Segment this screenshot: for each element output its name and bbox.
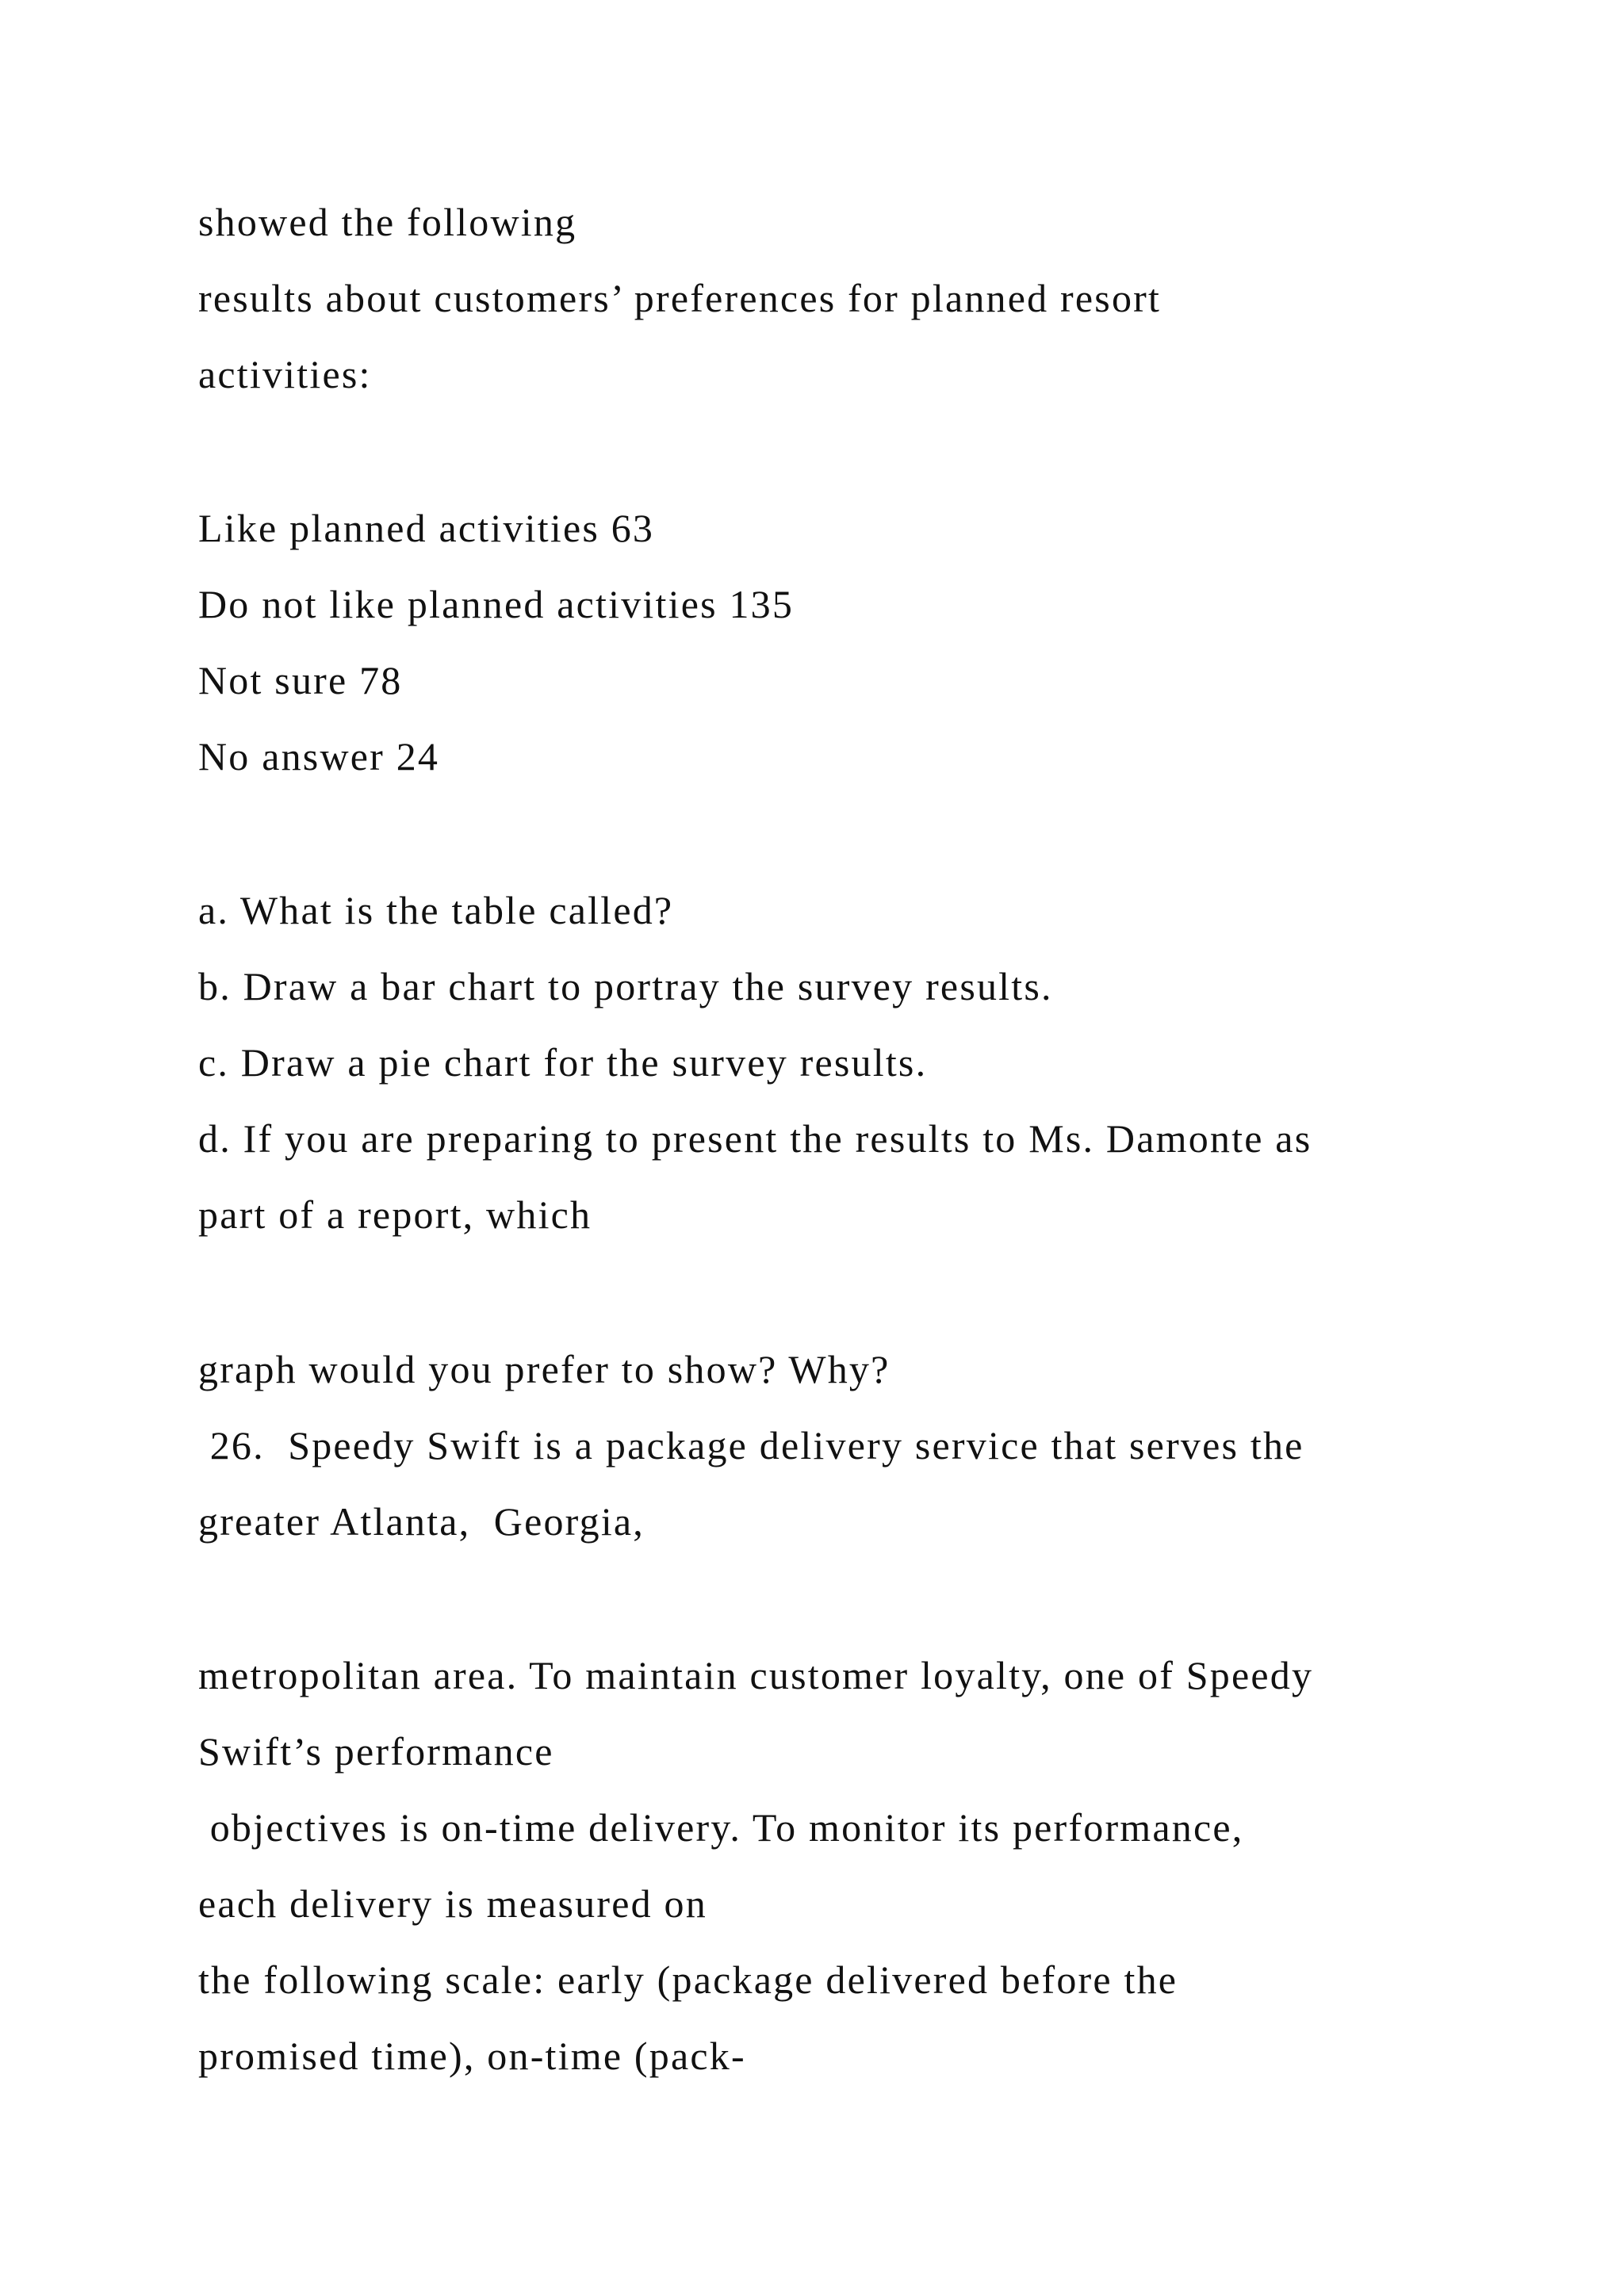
text-line: promised time), on-time (pack- [198, 2034, 746, 2078]
text-line: part of a report, which [198, 1192, 592, 1237]
text-line: results about customers’ preferences for planned resort [198, 276, 1162, 320]
text-line: greater Atlanta, Georgia, [198, 1499, 645, 1544]
text-line: graph would you prefer to show? Why? [198, 1347, 891, 1391]
text-line: metropolitan area. To maintain customer loyalty, one of Speedy [198, 1653, 1314, 1697]
question-a: a. What is the table called? [198, 888, 674, 932]
survey-row-not-sure: Not sure 78 [198, 658, 403, 702]
question-c: c. Draw a pie chart for the survey results. [198, 1040, 928, 1085]
text-line: objectives is on-time delivery. To monitor its performance, [198, 1805, 1244, 1850]
text-line: each delivery is measured on [198, 1881, 707, 1926]
text-line: Swift’s performance [198, 1729, 554, 1774]
text-line: the following scale: early (package delivered before the [198, 1957, 1178, 2002]
problem-26: 26. Speedy Swift is a package delivery service that serves the [198, 1423, 1304, 1468]
question-d: d. If you are preparing to present the results to Ms. Damonte as [198, 1116, 1312, 1161]
survey-row-no-answer: No answer 24 [198, 734, 440, 779]
text-line: activities: [198, 352, 372, 396]
text-line: showed the following [198, 200, 577, 244]
survey-row-dislike: Do not like planned activities 135 [198, 582, 795, 626]
question-b: b. Draw a bar chart to portray the survey results. [198, 964, 1053, 1008]
survey-row-like: Like planned activities 63 [198, 506, 655, 550]
